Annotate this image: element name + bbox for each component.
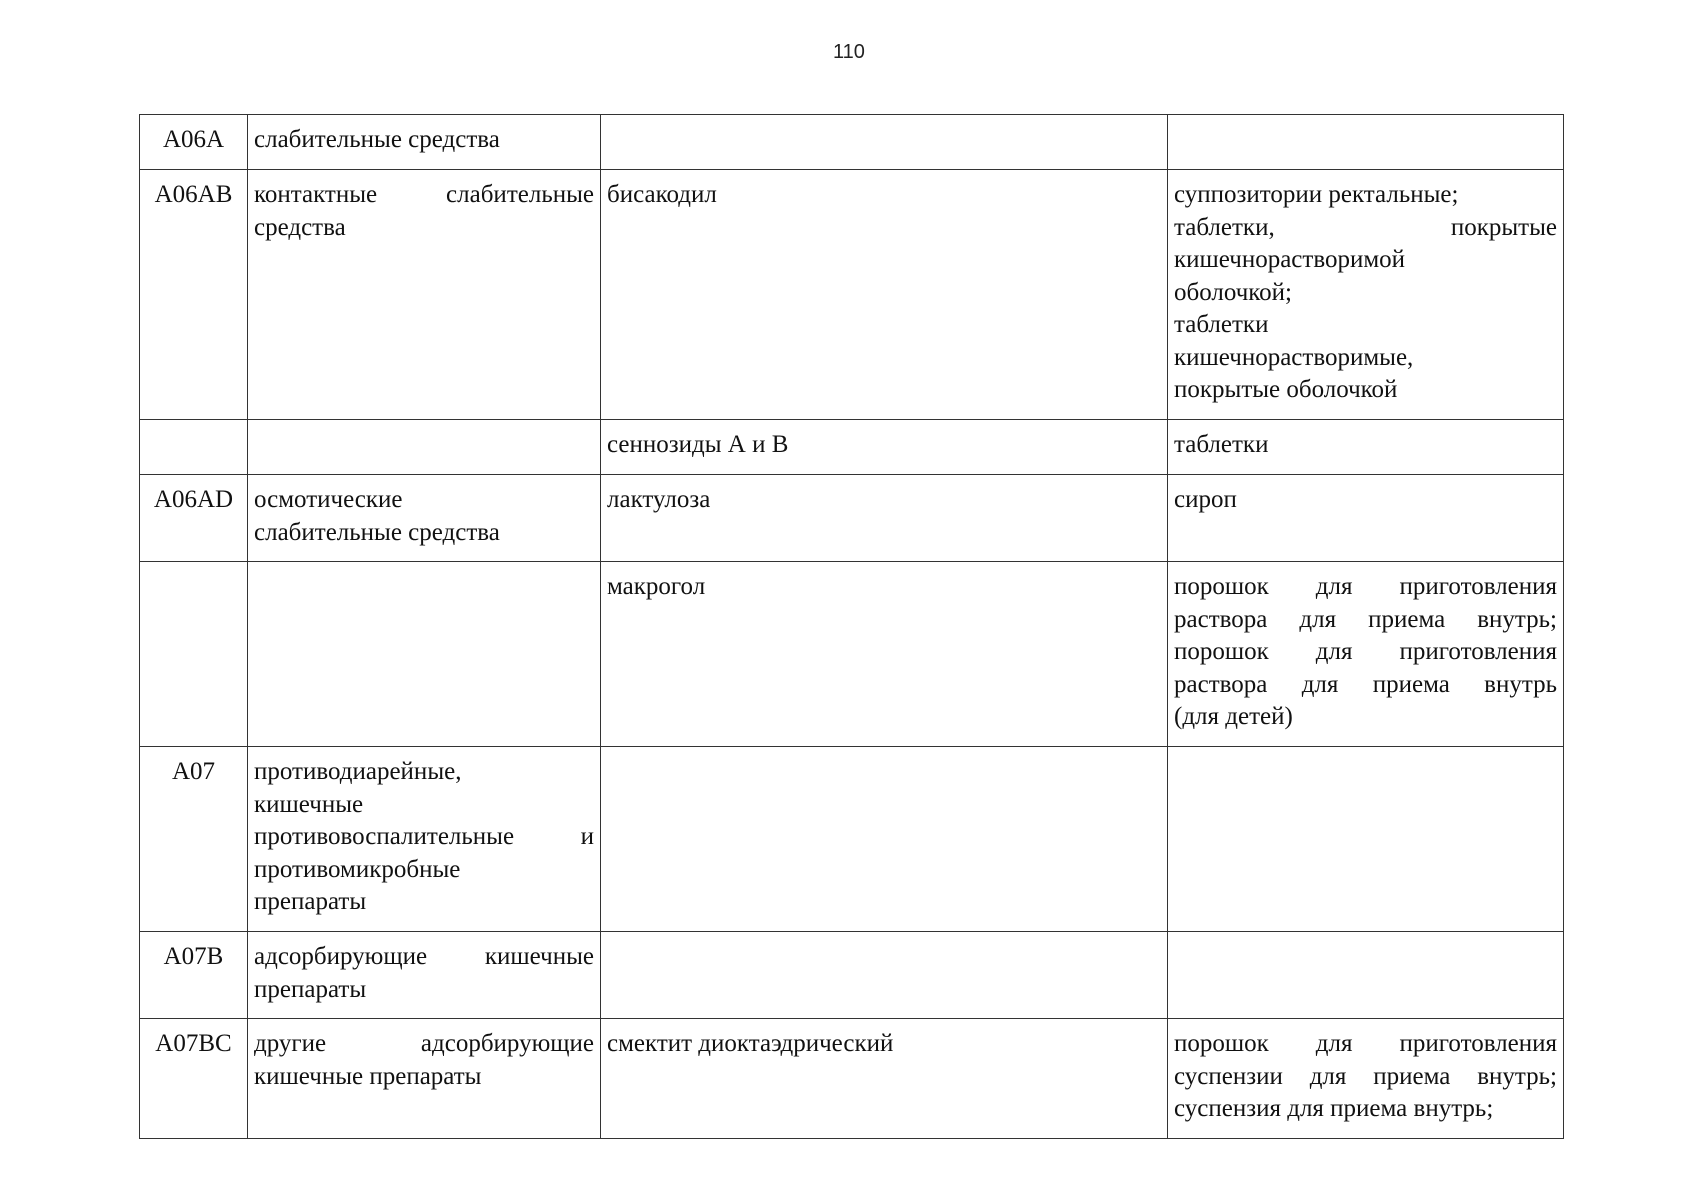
atc-code-cell: A06AB bbox=[140, 170, 248, 420]
form-line: (для детей) bbox=[1174, 703, 1293, 730]
table-row bbox=[140, 115, 1564, 170]
form-line: таблетки bbox=[1174, 431, 1269, 458]
form-line: кишечнорастворимые, bbox=[1174, 343, 1414, 371]
table-row bbox=[140, 475, 1564, 562]
form-line: порошок для приготовления bbox=[1174, 1030, 1557, 1057]
form-line: кишечнорастворимой bbox=[1174, 246, 1406, 273]
atc-code-cell bbox=[140, 420, 248, 475]
form-line: порошок для приготовления bbox=[1174, 638, 1557, 665]
form-line: покрытые оболочкой bbox=[1174, 376, 1398, 403]
form-line: таблетки, покрытые bbox=[1174, 213, 1557, 241]
group-line: другие адсорбирующие bbox=[254, 1030, 594, 1057]
drug-table bbox=[139, 114, 1564, 1139]
atc-group-cell bbox=[248, 420, 601, 475]
atc-code-cell: A07BC bbox=[140, 1019, 248, 1139]
drug-name-cell: смектит диоктаэдрический bbox=[601, 1019, 1168, 1139]
atc-code-cell: A07 bbox=[140, 747, 248, 932]
form-line: сироп bbox=[1174, 486, 1237, 513]
drug-name-cell bbox=[601, 747, 1168, 932]
group-line: кишечные препараты bbox=[254, 1062, 482, 1090]
atc-code-cell: A06AD bbox=[140, 475, 248, 562]
dosage-form-cell bbox=[1168, 562, 1564, 747]
table-row bbox=[140, 932, 1564, 1019]
group-line: слабительные средства bbox=[254, 126, 500, 153]
table-row bbox=[140, 170, 1564, 420]
group-line: противовоспалительные и bbox=[254, 823, 594, 850]
dosage-form-cell bbox=[1168, 475, 1564, 562]
form-line: раствора для приема внутрь; bbox=[1174, 605, 1557, 633]
form-line: суспензии для приема внутрь; bbox=[1174, 1062, 1557, 1090]
group-line: адсорбирующие кишечные bbox=[254, 943, 594, 970]
drug-name-cell: макрогол bbox=[601, 562, 1168, 747]
table-row bbox=[140, 747, 1564, 932]
atc-group-cell bbox=[248, 115, 601, 170]
table-row bbox=[140, 420, 1564, 475]
atc-group-cell bbox=[248, 747, 601, 932]
drug-name-cell: лактулоза bbox=[601, 475, 1168, 562]
form-line: раствора для приема внутрь bbox=[1174, 670, 1557, 698]
atc-group-cell bbox=[248, 1019, 601, 1139]
table-row bbox=[140, 562, 1564, 747]
group-line: средства bbox=[254, 213, 346, 241]
form-line: суппозитории ректальные; bbox=[1174, 181, 1459, 208]
group-line: кишечные bbox=[254, 790, 364, 818]
dosage-form-cell bbox=[1168, 932, 1564, 1019]
drug-name-cell bbox=[601, 932, 1168, 1019]
table-row bbox=[140, 1019, 1564, 1139]
dosage-form-cell bbox=[1168, 420, 1564, 475]
group-line: препараты bbox=[254, 888, 367, 915]
group-line: противодиарейные, bbox=[254, 758, 462, 785]
atc-group-cell bbox=[248, 475, 601, 562]
form-line: порошок для приготовления bbox=[1174, 573, 1557, 600]
atc-group-cell bbox=[248, 562, 601, 747]
dosage-form-cell bbox=[1168, 170, 1564, 420]
atc-code-cell bbox=[140, 562, 248, 747]
group-line: осмотические bbox=[254, 486, 403, 513]
atc-group-cell bbox=[248, 932, 601, 1019]
atc-code-cell: A06A bbox=[140, 115, 248, 170]
group-line: противомикробные bbox=[254, 855, 461, 883]
group-line: контактные слабительные bbox=[254, 181, 594, 208]
dosage-form-cell bbox=[1168, 747, 1564, 932]
dosage-form-cell bbox=[1168, 1019, 1564, 1139]
form-line: оболочкой; bbox=[1174, 278, 1292, 306]
dosage-form-cell bbox=[1168, 115, 1564, 170]
drug-name-cell: сеннозиды А и В bbox=[601, 420, 1168, 475]
drug-name-cell bbox=[601, 115, 1168, 170]
atc-group-cell bbox=[248, 170, 601, 420]
group-line: слабительные средства bbox=[254, 518, 500, 546]
form-line: таблетки bbox=[1174, 311, 1269, 338]
group-line: препараты bbox=[254, 975, 367, 1003]
atc-code-cell: A07B bbox=[140, 932, 248, 1019]
drug-name-cell: бисакодил bbox=[601, 170, 1168, 420]
page-number: 110 bbox=[833, 41, 865, 63]
form-line: суспензия для приема внутрь; bbox=[1174, 1095, 1494, 1122]
